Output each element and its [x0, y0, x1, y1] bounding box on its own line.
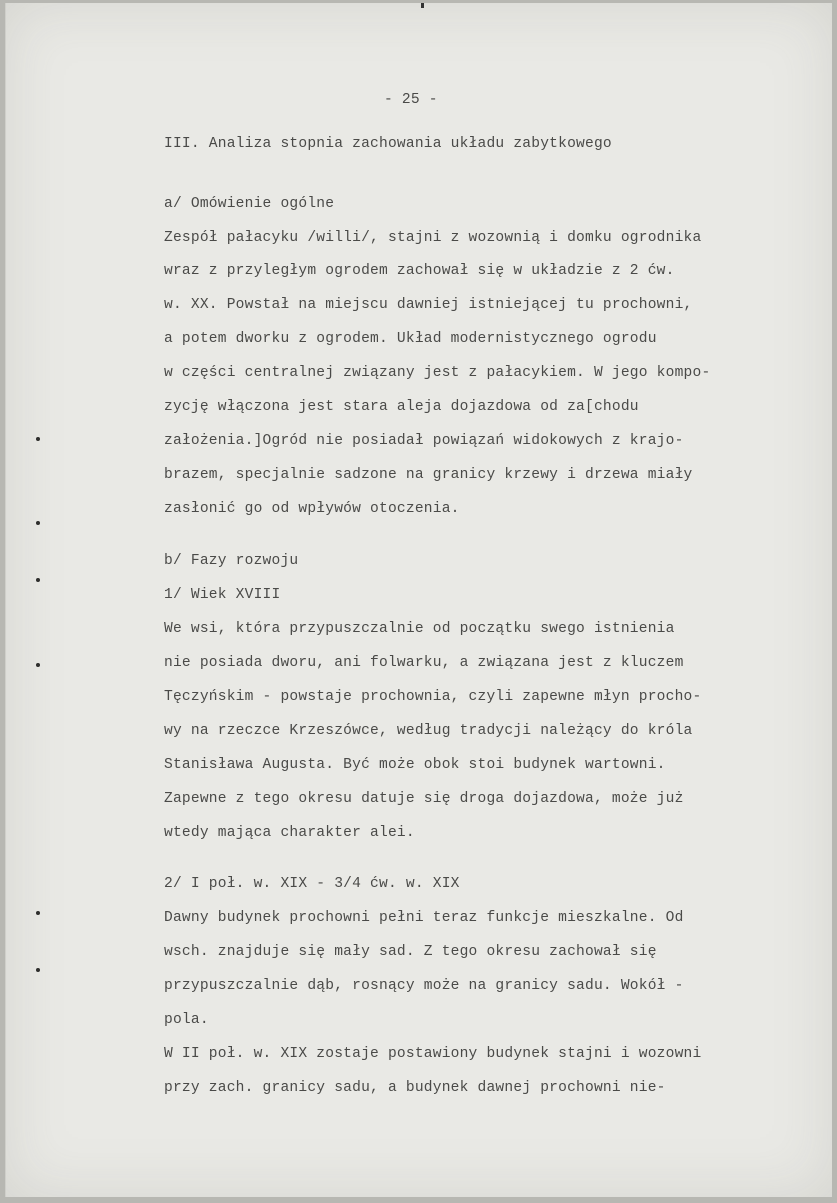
- punch-mark: [36, 968, 40, 972]
- text-line: przypuszczalnie dąb, rosnący może na granicy sadu. Wokół -: [164, 978, 684, 994]
- text-line: założenia.]Ogród nie posiadał powiązań widokowych z krajo-: [164, 433, 684, 449]
- section-heading: III. Analiza stopnia zachowania układu zabytkowego: [164, 136, 612, 152]
- subsection-heading: b/ Fazy rozwoju: [164, 553, 299, 569]
- phase-heading: 1/ Wiek XVIII: [164, 587, 281, 603]
- text-line: W II poł. w. XIX zostaje postawiony budynek stajni i wozowni: [164, 1046, 702, 1062]
- text-line: Tęczyńskim - powstaje prochownia, czyli zapewne młyn procho-: [164, 689, 702, 705]
- text-line: nie posiada dworu, ani folwarku, a związana jest z kluczem: [164, 655, 684, 671]
- text-line: brazem, specjalnie sadzone na granicy krzewy i drzewa miały: [164, 467, 693, 483]
- punch-mark: [36, 578, 40, 582]
- subsection-heading: a/ Omówienie ogólne: [164, 196, 335, 212]
- text-line: Zapewne z tego okresu datuje się droga dojazdowa, może już: [164, 791, 684, 807]
- text-line: przy zach. granicy sadu, a budynek dawnej prochowni nie-: [164, 1080, 666, 1096]
- text-line: w. XX. Powstał na miejscu dawniej istniejącej tu prochowni,: [164, 297, 693, 313]
- page-mark: [421, 3, 424, 8]
- text-line: Stanisława Augusta. Być może obok stoi budynek wartowni.: [164, 757, 666, 773]
- text-line: wraz z przyległym ogrodem zachował się w układzie z 2 ćw.: [164, 263, 675, 279]
- text-line: We wsi, która przypuszczalnie od początku swego istnienia: [164, 621, 675, 637]
- text-line: zasłonić go od wpływów otoczenia.: [164, 501, 460, 517]
- page-number: - 25 -: [384, 92, 438, 108]
- text-line: zycję włączona jest stara aleja dojazdowa od za[chodu: [164, 399, 639, 415]
- text-line: Dawny budynek prochowni pełni teraz funkcje mieszkalne. Od: [164, 910, 684, 926]
- phase-heading: 2/ I poł. w. XIX - 3/4 ćw. w. XIX: [164, 876, 460, 892]
- typewritten-page: [5, 3, 832, 1197]
- text-line: Zespół pałacyku /willi/, stajni z wozownią i domku ogrodnika: [164, 230, 702, 246]
- text-line: wtedy mająca charakter alei.: [164, 825, 415, 841]
- text-line: wy na rzeczce Krzeszówce, według tradycji należący do króla: [164, 723, 693, 739]
- punch-mark: [36, 911, 40, 915]
- text-line: wsch. znajduje się mały sad. Z tego okresu zachował się: [164, 944, 657, 960]
- text-line: pola.: [164, 1012, 209, 1028]
- text-line: a potem dworku z ogrodem. Układ modernistycznego ogrodu: [164, 331, 657, 347]
- punch-mark: [36, 663, 40, 667]
- punch-mark: [36, 437, 40, 441]
- text-line: w części centralnej związany jest z pałacykiem. W jego kompo-: [164, 365, 711, 381]
- punch-mark: [36, 521, 40, 525]
